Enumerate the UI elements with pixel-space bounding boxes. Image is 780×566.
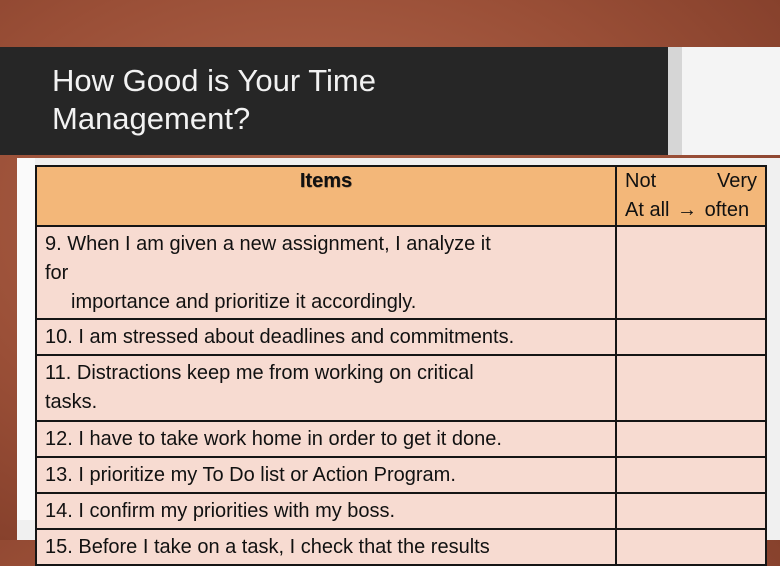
- questionnaire-table: [35, 165, 767, 566]
- item-text: [36, 319, 616, 355]
- item-text: [36, 493, 616, 529]
- table-row: [36, 421, 766, 457]
- rating-cell[interactable]: [616, 421, 766, 457]
- scale-line-2: [625, 196, 757, 225]
- table-row: [36, 457, 766, 493]
- table-row: [36, 355, 766, 421]
- item-line: 11. Distractions keep me from working on critical: [45, 362, 474, 384]
- rating-cell[interactable]: [616, 457, 766, 493]
- slide-title: [52, 62, 652, 138]
- scale-not-label: Not: [625, 170, 657, 192]
- item-text: [36, 457, 616, 493]
- slide-title-line-2: Management?: [52, 101, 251, 136]
- item-line: 13. I prioritize my To Do list or Action Program.: [45, 464, 456, 486]
- rating-cell[interactable]: [616, 493, 766, 529]
- item-line: for: [45, 262, 69, 284]
- item-line: 14. I confirm my priorities with my boss.: [45, 500, 396, 522]
- scale-very-label: Very: [716, 170, 757, 192]
- scale-often-label: often: [704, 199, 750, 221]
- item-line: importance and prioritize it accordingly.: [71, 291, 417, 313]
- rating-cell[interactable]: [616, 355, 766, 421]
- rating-cell[interactable]: [616, 319, 766, 355]
- item-text: [36, 421, 616, 457]
- item-text: [36, 355, 616, 421]
- title-bar-edge-strip: [668, 47, 682, 155]
- scale-at-all-label: At all: [625, 199, 670, 221]
- card-edge: [17, 158, 35, 520]
- item-text: [36, 226, 616, 319]
- slide-title-line-1: How Good is Your Time: [52, 63, 376, 98]
- title-bar-edge: [668, 47, 780, 155]
- items-column-header: Items: [36, 166, 616, 226]
- rating-cell[interactable]: [616, 226, 766, 319]
- scale-column-header: [616, 166, 766, 226]
- item-line: 9. When I am given a new assignment, I analyze it: [45, 233, 491, 255]
- item-line: 12. I have to take work home in order to get it done.: [45, 428, 502, 450]
- item-line: tasks.: [45, 391, 98, 413]
- table-row: [36, 493, 766, 529]
- item-line: 15. Before I take on a task, I check that the results: [45, 536, 490, 558]
- table-row: [36, 529, 766, 565]
- scale-line-1: [625, 167, 757, 196]
- arrow-right-icon: →: [677, 199, 698, 221]
- item-line: 10. I am stressed about deadlines and commitments.: [45, 326, 515, 348]
- item-text: [36, 529, 616, 565]
- rating-cell[interactable]: [616, 529, 766, 565]
- table-header-row: [36, 166, 766, 226]
- table-row: [36, 226, 766, 319]
- table-row: [36, 319, 766, 355]
